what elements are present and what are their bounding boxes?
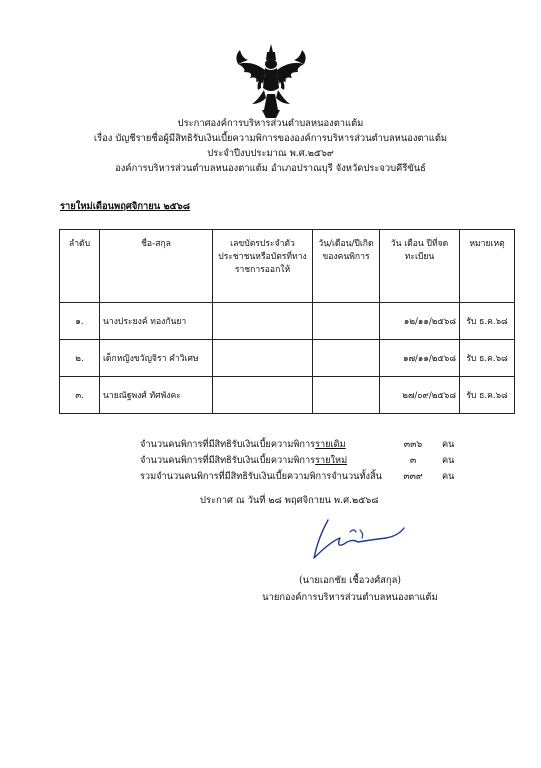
row-birth-date xyxy=(313,377,380,414)
summary-old-count: ๓๓๖ xyxy=(403,439,423,450)
summary-total-unit: คน xyxy=(442,471,455,482)
summary-new-label xyxy=(140,453,347,468)
summary-new-count: ๓ xyxy=(409,455,417,466)
row-name: นายณัฐพงศ์ ทัศพังคะ xyxy=(100,377,213,414)
row-id-card xyxy=(213,340,313,377)
row-note: รับ ธ.ค.๖๘ xyxy=(460,303,515,340)
summary-old-label xyxy=(140,437,346,452)
table-header-row xyxy=(60,230,515,303)
announcement-date: ประกาศ ณ วันที่ ๒๘ พฤศจิกายน พ.ศ.๒๕๖๘ xyxy=(200,495,379,506)
handwritten-signature xyxy=(300,508,410,568)
row-id-card xyxy=(213,377,313,414)
summary-new-suffix: รายใหม่ xyxy=(315,455,348,466)
row-number: ๑. xyxy=(60,303,100,340)
column-header-id-card: เลขบัตรประจำตัวประชาชนหรือบัตรที่ทางราชการออกให้ xyxy=(213,230,313,303)
column-header-name: ชื่อ-สกุล xyxy=(100,230,213,303)
summary-old-unit: คน xyxy=(442,439,455,450)
table-row xyxy=(60,340,515,377)
row-name: เด็กหญิงขวัญจิรา คำวิเศษ xyxy=(100,340,213,377)
row-registered-date: ๑๗/๑๑/๒๕๖๘ xyxy=(380,340,460,377)
section-heading: รายใหม่เดือนพฤศจิกายน ๒๕๖๘ xyxy=(60,201,190,212)
row-name: นางประยงค์ ทองกันยา xyxy=(100,303,213,340)
summary-old-suffix: รายเดิม xyxy=(315,439,346,450)
announcement-subject: เรื่อง บัญชีรายชื่อผู้มีสิทธิรับเงินเบี้ยความพิการขององค์การบริหารส่วนตำบลหนองตาแต้ม xyxy=(93,133,448,144)
garuda-emblem-icon xyxy=(232,42,310,120)
summary-total-count: ๓๓๙ xyxy=(403,471,423,482)
signer-name: (นายเอกชัย เชื้อวงศ์สกุล) xyxy=(299,575,401,586)
fiscal-year-line: ประจำปีงบประมาณ พ.ศ.๒๕๖๙ xyxy=(207,148,334,159)
announcement-title: ประกาศองค์การบริหารส่วนตำบลหนองตาแต้ม xyxy=(177,118,364,129)
summary-new-unit: คน xyxy=(442,455,455,466)
column-header-note: หมายเหตุ xyxy=(460,230,515,303)
row-number: ๓. xyxy=(60,377,100,414)
row-number: ๒. xyxy=(60,340,100,377)
row-note: รับ ธ.ค.๖๘ xyxy=(460,377,515,414)
row-id-card xyxy=(213,303,313,340)
column-header-birth-date: วัน/เดือน/ปีเกิดของคนพิการ xyxy=(313,230,380,303)
row-registered-date: ๑๒/๑๑/๒๕๖๘ xyxy=(380,303,460,340)
summary-old-prefix: จำนวนคนพิการที่มีสิทธิรับเงินเบี้ยความพิการ xyxy=(140,439,316,450)
summary-total-label: รวมจำนวนคนพิการที่มีสิทธิรับเงินเบี้ยความพิการจำนวนทั้งสิ้น xyxy=(140,471,382,482)
column-header-registered-date: วัน เดือน ปีที่จดทะเบียน xyxy=(380,230,460,303)
row-note: รับ ธ.ค.๖๘ xyxy=(460,340,515,377)
signer-title: นายกองค์การบริหารส่วนตำบลหนองตาแต้ม xyxy=(262,592,438,603)
organization-line: องค์การบริหารส่วนตำบลหนองตาแต้ม อำเภอปราณบุรี จังหวัดประจวบคีรีขันธ์ xyxy=(115,163,426,174)
table-row xyxy=(60,377,515,414)
row-registered-date: ๒๗/๐๙/๒๕๖๘ xyxy=(380,377,460,414)
column-header-no: ลำดับ xyxy=(60,230,100,303)
registrant-table xyxy=(59,229,515,414)
summary-new-prefix: จำนวนคนพิการที่มีสิทธิรับเงินเบี้ยความพิการ xyxy=(140,455,316,466)
row-birth-date xyxy=(313,340,380,377)
table-row xyxy=(60,303,515,340)
row-birth-date xyxy=(313,303,380,340)
